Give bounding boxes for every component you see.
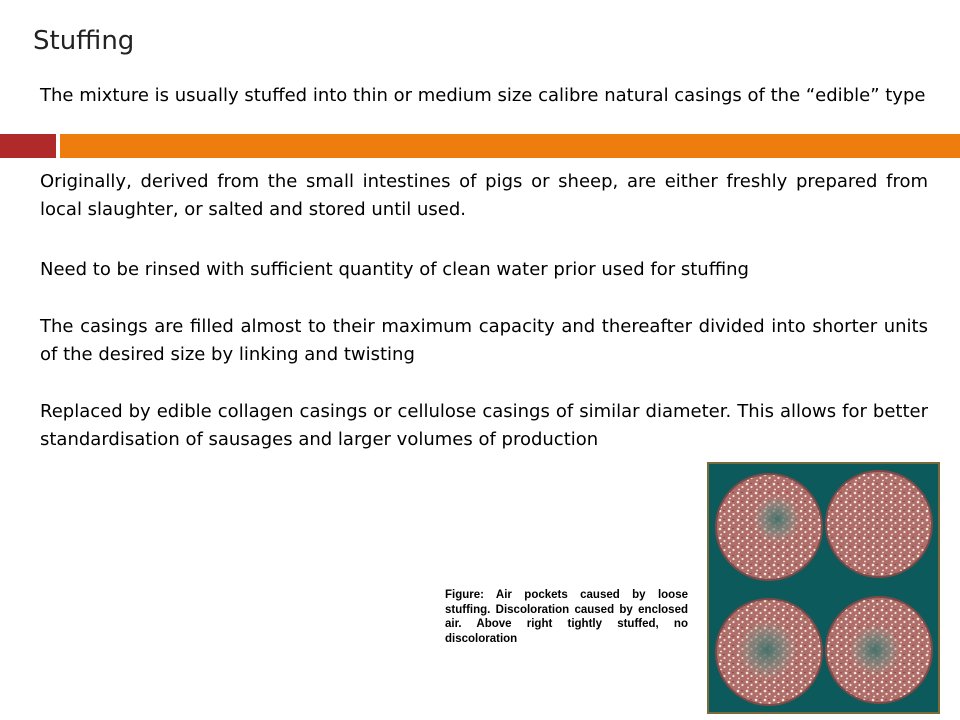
paragraph-rinsing: Need to be rinsed with sufficient quantity of clean water prior used for stuffing — [40, 259, 749, 280]
paragraph-filling: The casings are filled almost to their maximum capacity and thereafter divided into shorter units of the desired size by linking and twisting — [40, 316, 928, 365]
figure-caption: Figure: Air pockets caused by loose stuffing. Discoloration caused by enclosed air. Above right tightly stuffed, no discoloration — [445, 589, 688, 645]
paragraph-origin: Originally, derived from the small intestines of pigs or sheep, are either freshly prepared from local slaughter, or salted and stored until used. — [40, 171, 928, 220]
accent-bar-orange — [60, 134, 960, 158]
sausage-cross-section-photo — [707, 462, 940, 714]
paragraph-replacement: Replaced by edible collagen casings or cellulose casings of similar diameter. This allows for better standardisation of sausages and larger volumes of production — [40, 401, 928, 450]
accent-bar-red — [0, 134, 56, 158]
paragraph-casing-type: The mixture is usually stuffed into thin or medium size calibre natural casings of the “edible” type — [40, 85, 926, 106]
slide-title: Stuffing — [33, 26, 135, 56]
